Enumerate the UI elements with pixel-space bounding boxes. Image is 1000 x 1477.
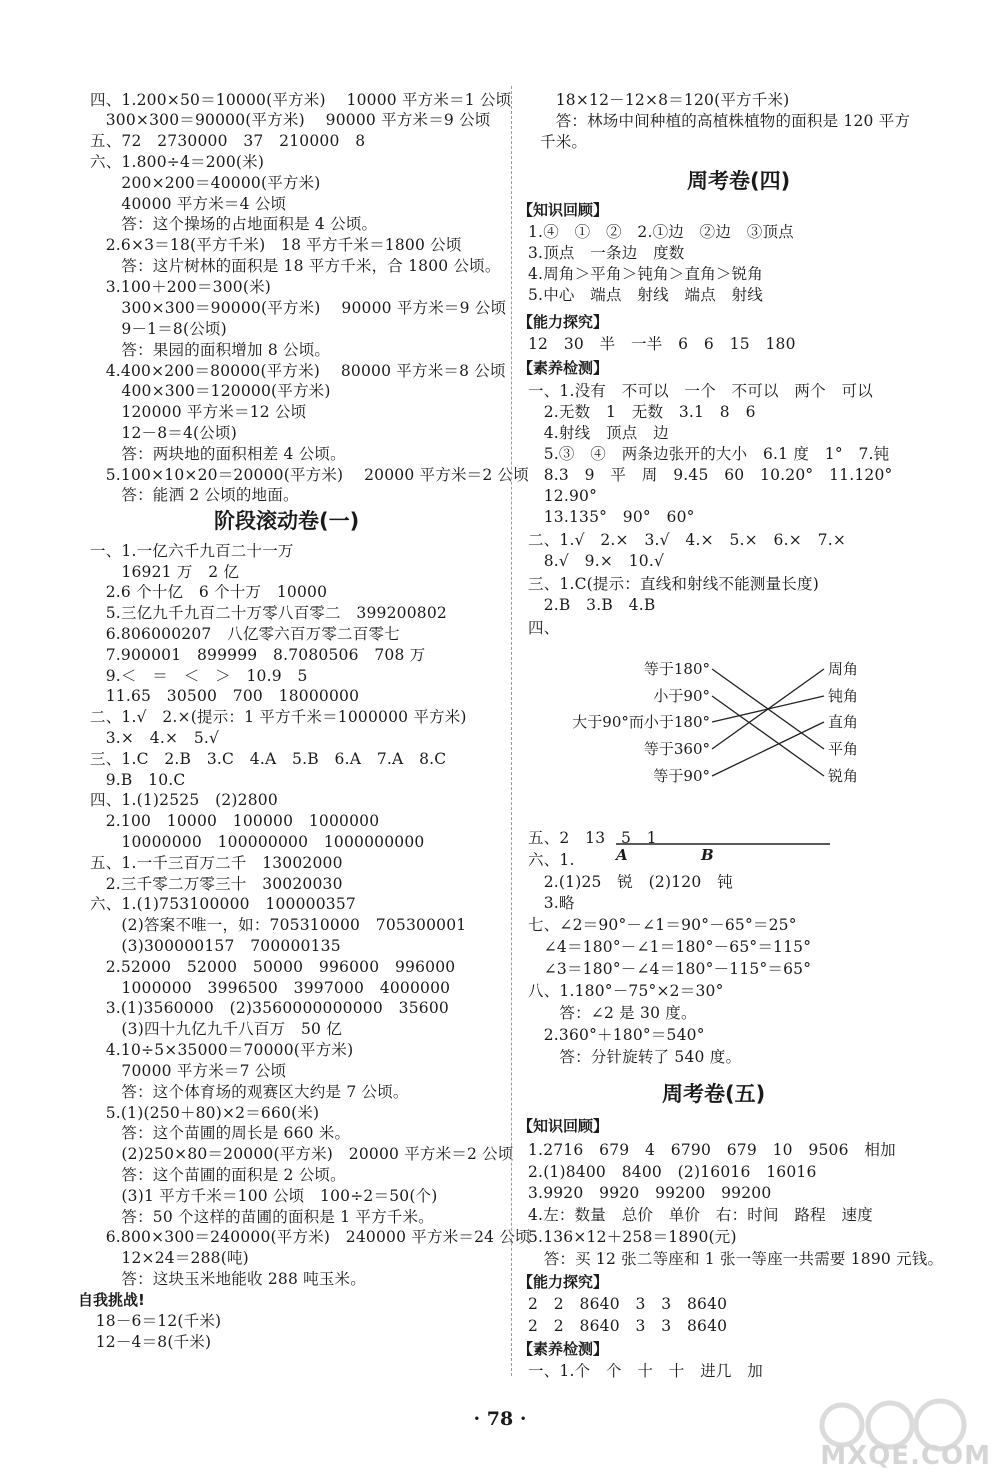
answer-line: 千米。 xyxy=(540,133,588,151)
answer-line: 4.左：数量 总价 单价 右：时间 路程 速度 xyxy=(528,1206,873,1224)
answer-line: 2.(1)8400 8400 (2)16016 16016 xyxy=(528,1163,817,1181)
answer-line: 二、1.√ 2.× 3.√ 4.× 5.× 6.× 7.× xyxy=(528,531,847,549)
match-left-label: 大于90°而小于180° xyxy=(572,713,710,731)
answer-line: 11.65 30500 700 18000000 xyxy=(90,687,360,705)
answer-line: 3.100＋200＝300(米) xyxy=(90,278,272,296)
answer-line: 答：这个体育场的观赛区大约是 7 公顷。 xyxy=(90,1083,409,1101)
section-heading: 【知识回顾】 xyxy=(518,201,609,219)
answer-line: 9－1＝8(公顷) xyxy=(90,320,227,338)
answer-line: 5.100×10×20＝20000(平方米) 20000 平方米＝2 公顷 xyxy=(90,466,529,484)
answer-line: 16921 万 2 亿 xyxy=(90,563,240,581)
answer-line: 2.(1)25 锐 (2)120 钝 xyxy=(528,873,733,891)
answer-line: 答：这片树林的面积是 18 平方千米，合 1800 公顷。 xyxy=(90,257,501,275)
section-heading: 【能力探究】 xyxy=(518,1273,609,1291)
section-heading: 【素养检测】 xyxy=(518,1340,609,1358)
answer-line: 五、2 13 5 1 xyxy=(528,829,657,847)
answer-line: 六、1.800÷4＝200(米) xyxy=(90,153,265,171)
answer-line: 答：能洒 2 公顷的地面。 xyxy=(90,486,299,504)
answer-line: 答：这个苗圃的周长是 660 米。 xyxy=(90,1124,351,1142)
answer-line: 五、1.一千三百万二千 13002000 xyxy=(90,854,343,872)
answer-line: 400×300＝120000(平方米) xyxy=(90,382,331,400)
answer-line: 7.900001 899999 8.7080506 708 万 xyxy=(90,646,426,664)
section-heading: 【知识回顾】 xyxy=(518,1117,609,1135)
answer-line: 10000000 100000000 1000000000 xyxy=(90,833,425,851)
answer-line: 四、 xyxy=(528,619,560,637)
answer-line: (3)300000157 700000135 xyxy=(90,937,341,955)
answer-line: 一、1.没有 不可以 一个 不可以 两个 可以 xyxy=(528,382,873,400)
answer-line: 5.(1)(250＋80)×2＝660(米) xyxy=(90,1104,320,1122)
answer-line: 2.B 3.B 4.B xyxy=(528,596,656,614)
section-title: 阶段滚动卷(一) xyxy=(214,509,360,533)
match-left-label: 等于90° xyxy=(653,767,710,785)
answer-line: 答：∠2 是 30 度。 xyxy=(528,1004,697,1022)
answer-line: 200×200＝40000(平方米) xyxy=(90,174,321,192)
match-right-label: 钝角 xyxy=(828,687,859,705)
match-right-label: 锐角 xyxy=(828,767,859,785)
answer-line: 2 2 8640 3 3 8640 xyxy=(528,1295,728,1313)
answer-line: 四、1.(1)2525 (2)2800 xyxy=(90,791,278,809)
match-right-label: 直角 xyxy=(828,713,859,731)
answer-line: 4.10÷5×35000＝70000(平方米) xyxy=(90,1041,354,1059)
answer-line: 12×24＝288(吨) xyxy=(90,1249,249,1267)
matching-link xyxy=(712,696,824,776)
answer-line: 答：50 个这样的苗圃的面积是 1 平方千米。 xyxy=(90,1208,434,1226)
match-left-label: 小于90° xyxy=(653,687,710,705)
answer-line: 八、1.180°－75°×2＝30° xyxy=(528,982,724,1000)
answer-line: 一、1.一亿六千九百二十一万 xyxy=(90,542,294,560)
answer-line: 2.三千零二万零三十 30020030 xyxy=(90,875,343,893)
column-divider xyxy=(511,86,512,1376)
page-number: · 78 · xyxy=(473,1408,527,1430)
answer-line: ∠4＝180°－∠1＝180°－65°＝115° xyxy=(528,938,812,956)
answer-line: 40000 平方米＝4 公顷 xyxy=(90,195,287,213)
answer-line: 答：这块玉米地能收 288 吨玉米。 xyxy=(90,1270,366,1288)
answer-line: 12 30 半 一半 6 6 15 180 xyxy=(528,335,796,353)
ray-point-a: A xyxy=(616,846,628,864)
answer-line: ∠3＝180°－∠4＝180°－115°＝65° xyxy=(528,960,812,978)
answer-line: 6.806000207 八亿零六百万零二百零七 xyxy=(90,625,400,643)
answer-line: 1.④ ① ② 2.①边 ②边 ③顶点 xyxy=(528,223,794,241)
answer-line: 9.B 10.C xyxy=(90,771,186,789)
match-right-label: 周角 xyxy=(828,660,859,678)
answer-line: 2.6 个十亿 6 个十万 10000 xyxy=(90,583,328,601)
answer-line: 4.周角＞平角＞钝角＞直角＞锐角 xyxy=(528,265,763,283)
answer-line: 答：买 12 张二等座和 1 张一等座一共需要 1890 元钱。 xyxy=(528,1250,944,1268)
answer-line: 七、∠2＝90°－∠1＝90°－65°＝25° xyxy=(528,916,797,934)
answer-line: 13.135° 90° 60° xyxy=(528,508,695,526)
section-heading: 【素养检测】 xyxy=(518,359,609,377)
answer-line: 12.90° xyxy=(528,487,598,505)
answer-line: 70000 平方米＝7 公顷 xyxy=(90,1062,287,1080)
answer-line: 答：这个操场的占地面积是 4 公顷。 xyxy=(90,215,378,233)
section-heading: 【能力探究】 xyxy=(518,313,609,331)
matching-diagram xyxy=(560,652,900,802)
ray-point-b: B xyxy=(701,846,714,864)
answer-line: 4.400×200＝80000(平方米) 80000 平方米＝8 公顷 xyxy=(90,362,506,380)
match-left-label: 等于180° xyxy=(643,660,710,678)
answer-line: 4.射线 顶点 边 xyxy=(528,424,669,442)
answer-line: 答：这个苗圃的面积是 2 公顷。 xyxy=(90,1166,346,1184)
answer-line: 答：果园的面积增加 8 公顷。 xyxy=(90,341,331,359)
answer-line: 一、1.个 个 十 十 进几 加 xyxy=(528,1362,763,1380)
answer-line: 六、1. xyxy=(528,851,575,869)
answer-line: 5.三亿九千九百二十万零八百零二 399200802 xyxy=(90,604,447,622)
match-left-label: 等于360° xyxy=(643,740,710,758)
answer-line: (2)答案不唯一，如：705310000 705300001 xyxy=(90,916,467,934)
answer-line: 8.3 9 平 周 9.45 60 10.20° 11.120° xyxy=(528,466,893,484)
ray-diagram xyxy=(598,832,838,866)
answer-line: 18－6＝12(千米) xyxy=(80,1312,222,1330)
watermark-logo xyxy=(790,1395,995,1473)
answer-line: 5.③ ④ 两条边张开的大小 6.1 度 1° 7.钝 xyxy=(528,445,890,463)
answer-line: (2)250×80＝20000(平方米) 20000 平方米＝2 公顷 xyxy=(90,1145,514,1163)
answer-line: 120000 平方米＝12 公顷 xyxy=(90,403,307,421)
answer-line: 5.136×12＋258＝1890(元) xyxy=(528,1228,737,1246)
section-title: 周考卷(五) xyxy=(662,1082,766,1106)
answer-line: 五、72 2730000 37 210000 8 xyxy=(90,132,366,150)
answer-line: 答：林场中间种植的高植株植物的面积是 120 平方 xyxy=(540,112,911,130)
answer-line: 三、1.C 2.B 3.C 4.A 5.B 6.A 7.A 8.C xyxy=(90,750,447,768)
matching-link xyxy=(712,722,824,776)
section-title: 周考卷(四) xyxy=(687,169,791,193)
answer-line: 3.略 xyxy=(528,894,575,912)
answer-line: 12－4＝8(千米) xyxy=(80,1333,212,1351)
answer-line: 9.＜ ＝ ＜ ＞ 10.9 5 xyxy=(90,667,308,685)
match-right-label: 平角 xyxy=(828,740,859,758)
answer-line: 2.52000 52000 50000 996000 996000 xyxy=(90,958,456,976)
answer-line: 3.9920 9920 99200 99200 xyxy=(528,1184,772,1202)
answer-line: 3.× 4.× 5.√ xyxy=(90,729,220,747)
answer-line: 1000000 3996500 3997000 4000000 xyxy=(90,979,451,997)
answer-line: 5.中心 端点 射线 端点 射线 xyxy=(528,286,763,304)
answer-line: 四、1.200×50＝10000(平方米) 10000 平方米＝1 公顷 xyxy=(90,91,512,109)
answer-line: 2.100 10000 100000 1000000 xyxy=(90,812,380,830)
answer-line: 3.(1)3560000 (2)3560000000000 35600 xyxy=(90,999,449,1017)
answer-line: 300×300＝90000(平方米) 90000 平方米＝9 公顷 xyxy=(90,299,507,317)
answer-line: 1.2716 679 4 6790 679 10 9506 相加 xyxy=(528,1141,896,1159)
challenge-heading: 自我挑战! xyxy=(78,1291,145,1309)
answer-line: 三、1.C(提示：直线和射线不能测量长度) xyxy=(528,575,819,593)
watermark-text: MXQE.COM xyxy=(820,1441,991,1471)
answer-line: 3.顶点 一条边 度数 xyxy=(528,244,685,262)
answer-line: 8.√ 9.× 10.√ xyxy=(528,552,665,570)
answer-line: 2.无数 1 无数 3.1 8 6 xyxy=(528,403,756,421)
answer-line: 六、1.(1)753100000 100000357 xyxy=(90,895,356,913)
answer-line: 12－8＝4(公顷) xyxy=(90,424,237,442)
answer-line: 6.800×300＝240000(平方米) 240000 平方米＝24 公顷 xyxy=(90,1228,531,1246)
answer-line: 300×300＝90000(平方米) 90000 平方米＝9 公顷 xyxy=(90,111,491,129)
answer-line: (3)1 平方千米＝100 公顷 100÷2＝50(个) xyxy=(90,1187,438,1205)
answer-line: 二、1.√ 2.×(提示：1 平方千米＝1000000 平方米) xyxy=(90,708,467,726)
answer-line: 2.360°＋180°＝540° xyxy=(528,1026,705,1044)
answer-line: 18×12－12×8＝120(平方千米) xyxy=(540,91,790,109)
ray-line xyxy=(598,832,838,866)
answer-line: 答：分针旋转了 540 度。 xyxy=(528,1048,742,1066)
answer-line: (3)四十九亿九千八百万 50 亿 xyxy=(90,1020,342,1038)
answer-line: 答：两块地的面积相差 4 公顷。 xyxy=(90,445,346,463)
answer-line: 2 2 8640 3 3 8640 xyxy=(528,1317,728,1335)
answer-line: 2.6×3＝18(平方千米) 18 平方千米＝1800 公顷 xyxy=(90,236,462,254)
